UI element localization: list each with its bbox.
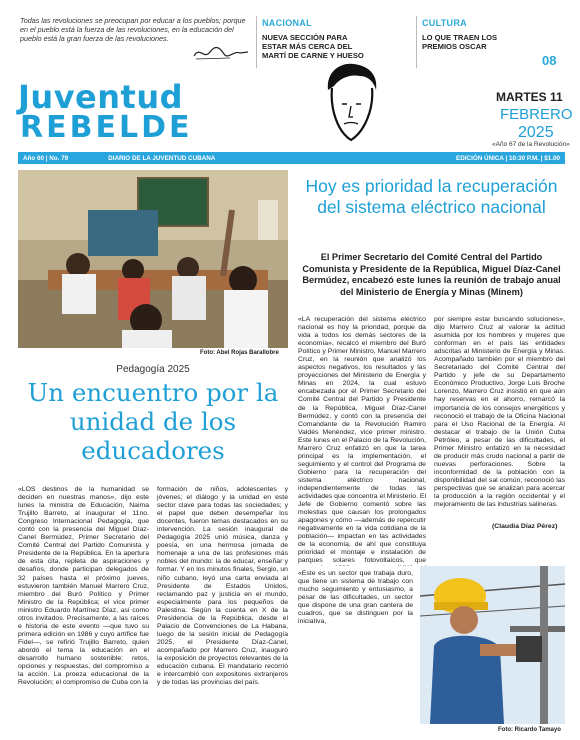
- mella-logo-icon: [320, 60, 382, 144]
- section-cultura-label[interactable]: CULTURA: [422, 18, 467, 28]
- article-left-col1: «LOS destinos de la humanidad se deciden en nuestras manos», dijo este lunes la ministra de Educación, Naima Trujillo Barreto, al inaugurar el 11no. Congreso Internacional Pedagogía, que contó con la presencia del Miguel Díaz-Canel Bermúdez, Primer Secretario del Comité Central del Partido Comunista y Presidente de la República. En la apertura de esta cita, repleta de aspiraciones y desafíos, donde participan delegados de 32 países hasta el próximo jueves, estuvieron también Manuel Marrero Cruz, miembro del Buró Político y Primer Ministro de la República; el vice primer ministro Eduardo Martínez Díaz, así como otros invitados. Precisamente, a las raíces e historia de este evento —que tuvo su primera edición en 1986 y cuyo artífice fue Fidel—, se refirió Trujillo Barreto, quien abordó el tema la educación en el desarrollo humano sostenible: retos, opciones y respuestas, del compromiso a la acción. La proeza educacional de la Revolución; el compromiso de Cuba con la: [18, 486, 149, 687]
- section-nacional-label[interactable]: NACIONAL: [262, 18, 312, 28]
- article-lede: El Primer Secretario del Comité Central del Partido Comunista y Presidente de la República, Miguel Díaz-Canel Bermúdez, encabezó este lunes la reunión de trabajo anual del Ministerio de Energía y Minas (Minem): [302, 252, 561, 297]
- article-right-col1-cont: «Este es un sector que trabaja duro, que tiene un sistema de trabajo con mucho seguimiento y entusiasmo, a pesar de las dificultades, un sector que dispone de una gran cantera de cuadros, que se distinguen por la iniciativa,: [298, 570, 413, 626]
- issue-month: FEBRERO: [500, 106, 573, 123]
- signature-icon: [190, 44, 250, 62]
- newspaper-tagline: DIARIO DE LA JUVENTUD CUBANA: [108, 154, 216, 162]
- article-kicker: Pedagogía 2025: [116, 364, 190, 375]
- article-right-col1: «LA recuperación del sistema eléctrico nacional es hoy la prioridad, porque da vida a todos los demás sectores de la economía», recalcó el miembro del Buró Político y Primer Ministro, Manuel Marrero Cruz, en la reunión que analizó los aspectos negativos, los resultados y las proyecciones del Ministerio de Energía y Minas en 2024, la cual estuvo encabezada por el Primer Secretario del Comité Central del Partido y Presidente de la República, Miguel Díaz-Canel Bermúdez, y contó con la presencia del Comandante de la Revolución Ramiro Valdés Menéndez, vice primer ministro. Este lunes en el Palacio de la Revolución, Marrero Cruz enfatizó en que la tarea principal es la implementación, el seguimiento y el control del Programa de Gobierno para la recuperación del sistema eléctrico nacional, independientemente de todas las actividades que concentra el Ministerio. El Jefe de Gobierno comentó sobre las molestias que causan los prolongados apagones y cómo —además de repercutir negativamente en la vida cotidiana de la población— impactan en las actividades de la economía, de ahí que constituya prioridad el montaje e instalación de parques solares fotovoltaicos, que: [298, 316, 426, 565]
- divider: [416, 16, 417, 68]
- edition-info: EDICIÓN ÚNICA | 10:30 P.M. | $1.00: [456, 154, 560, 162]
- author-signature: (Claudia Díaz Pérez): [492, 523, 558, 530]
- article-left-col2: formación de niños, adolescentes y jóvenes; el diálogo y la unidad en este sector clave para todas las sociedades; y el papel que deben desempeñar los docentes, fueron temas destacados en su intervención. La sesión inaugural de Pedagogía 2025 unió música, danza y poesía, en una hermosa jornada de homenaje a una de las profesiones más nobles del mundo: la de educar, enseñar y formar. Y en los minutos finales, Sergio, un niño cubano, leyó una carta enviada al Presidente de Estados Unidos, reclamando paz y justicia en el mundo, especialmente para los pequeños de Palestina. Según la cuenta en X de la Presidencia de la República, desde el Palacio de Convenciones de La Habana, luego de la sesión inicial de Pedagogía 2025, el Presidente Díaz-Canel, acompañado por Marrero Cruz, inauguró la exposición de proyectos relevantes de la educación cubana. El mandatario recorrió e intercambió con expositores extranjeros y de todas las provincias del país.: [157, 486, 288, 687]
- section-nacional-teaser[interactable]: NUEVA SECCIÓN PARA ESTAR MÁS CERCA DEL MARTÍ DE CARNE Y HUESO: [262, 33, 364, 60]
- page-number: 08: [542, 53, 557, 68]
- photo-credit-right: Foto: Ricardo Tamayo: [498, 727, 561, 733]
- issue-number: Año 60 | No. 79: [23, 154, 69, 162]
- photo-credit-left: Foto: Abel Rojas Barallobre: [200, 350, 279, 356]
- electric-worker-photo: [420, 566, 565, 724]
- masthead-title-line1: Juventud: [18, 78, 184, 116]
- masthead-info-band: [18, 152, 565, 164]
- classroom-photo: [18, 170, 288, 348]
- headline-pedagogia[interactable]: Un encuentro por la unidad de los educadores: [27, 378, 279, 465]
- revolution-year: «Año 67 de la Revolución»: [492, 141, 570, 148]
- issue-year: 2025: [518, 124, 554, 141]
- article-right-col2: por siempre estar buscando soluciones», dijo Marrero Cruz al valorar la actitud asumida por los hombres y mujeres que conforman en el país las entidades adscritas al Ministerio de Energía y Minas. Acompañado también por el miembro del Secretariado del Comité Central del Partido y jefe de su Departamento Económico Productivo, Jorge Luis Broche Lorenzo, Marrero Cruz insistió en que aún hay reservas en el ahorro, remarcó la importancia de los consejos energéticos y reconoció el trabajo de la Oficina Nacional para el Uso Racional de la Energía. Al destacar el trabajo de la Unión Cuba Petróleo, a pesar de las dificultades, el Primer Ministro enfatizó en la necesidad de producir más crudo nacional a partir de nuevas perforaciones. Sobre la inconformidad de la población con la disponibilidad del sal común, reconoció las perspectivas que se analizan para acercar la producción a la región occidental y el mejoramiento de las industrias salineras.: [434, 316, 565, 509]
- fidel-quote: Todas las revoluciones se preocupan por educar a los pueblos; porque en el pueblo está la fuerza de las revoluciones, en la educación del pueblo está la gran fuerza de las revoluciones.: [20, 16, 246, 43]
- section-cultura-teaser[interactable]: LO QUE TRAEN LOS PREMIOS OSCAR: [422, 33, 498, 51]
- divider: [256, 16, 257, 68]
- masthead-title-line2: REBELDE: [20, 110, 193, 145]
- issue-weekday: MARTES 11: [496, 90, 563, 104]
- headline-sistema-electrico[interactable]: Hoy es prioridad la recuperación del sistema eléctrico nacional: [305, 176, 558, 217]
